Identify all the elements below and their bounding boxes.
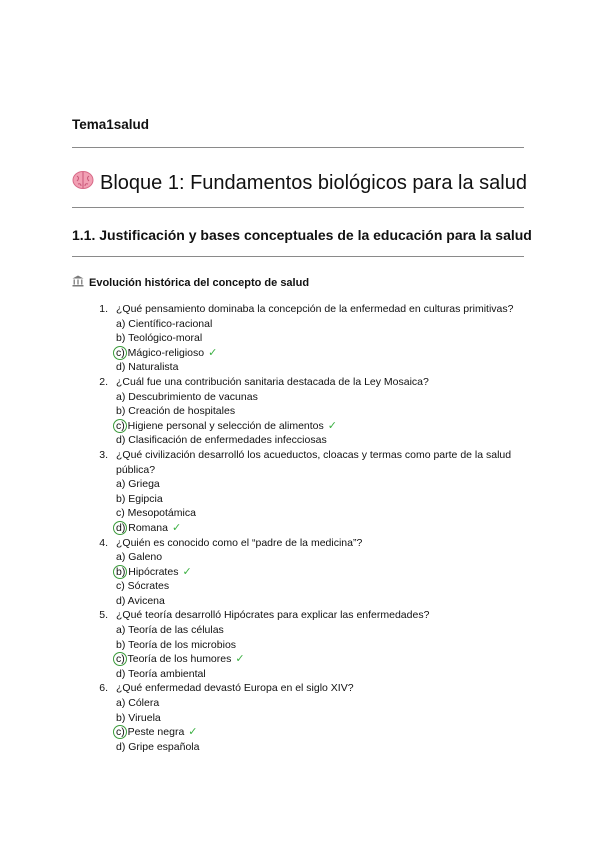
answer-option [116, 433, 516, 448]
answer-option [116, 623, 516, 638]
option-text: a) Griega [116, 478, 160, 491]
option-text: d) Romana [116, 521, 168, 534]
checkmark-icon: ✓ [327, 419, 337, 432]
question-body [116, 536, 516, 609]
option-text: a) Teoría de las células [116, 624, 224, 637]
correct-answer-option [116, 521, 516, 536]
option-text: d) Teoría ambiental [116, 667, 206, 680]
answer-circle-mark [113, 565, 127, 579]
option-text: d) Clasificación de enfermedades infecciosas [116, 434, 327, 447]
answer-option [116, 711, 516, 726]
question-number: 6. [99, 682, 108, 695]
answer-option [116, 579, 516, 594]
answer-circle-mark [113, 521, 127, 535]
option-text: c) Mesopotámica [116, 507, 196, 520]
checkmark-icon: ✓ [182, 565, 192, 578]
answer-circle-mark [113, 419, 127, 433]
answer-option [116, 594, 516, 609]
option-text: c) Teoría de los humores [116, 653, 232, 666]
question-text: ¿Qué teoría desarrolló Hipócrates para explicar las enfermedades? [116, 609, 430, 622]
answer-option [116, 550, 516, 565]
option-text: b) Viruela [116, 711, 161, 724]
correct-answer-option [116, 652, 516, 667]
question-body [116, 375, 516, 448]
answer-option [116, 696, 516, 711]
question-number: 5. [99, 609, 108, 622]
checkmark-icon: ✓ [171, 521, 182, 534]
answer-option [116, 390, 516, 405]
correct-answer-option [116, 346, 516, 361]
question-item [88, 681, 528, 754]
answer-option [116, 667, 516, 682]
option-text: b) Teoría de los microbios [116, 638, 237, 651]
question-body [116, 302, 516, 375]
question-body [116, 448, 516, 536]
question-text: ¿Qué pensamiento dominaba la concepción de la enfermedad en culturas primitivas? [116, 303, 514, 315]
question-text: ¿Quién es conocido como el “padre de la medicina”? [116, 536, 363, 549]
answer-option [116, 404, 516, 419]
question-item [88, 536, 528, 609]
subsection-heading-text: Evolución histórica del concepto de salud [89, 276, 310, 289]
option-text: d) Avicena [116, 594, 165, 607]
question-body [116, 681, 516, 754]
answer-option [116, 331, 516, 346]
answer-circle-mark [113, 346, 127, 360]
question-item [88, 302, 528, 375]
answer-option [116, 638, 516, 653]
question-number: 1. [99, 303, 108, 315]
question-item [88, 375, 528, 448]
question-text: ¿Cuál fue una contribución sanitaria destacada de la Ley Mosaica? [116, 375, 429, 388]
question-item [88, 448, 528, 536]
block-heading-text: Bloque 1: Fundamentos biológicos para la salud [100, 171, 527, 194]
section-heading: 1.1. Justificación y bases conceptuales de la educación para la salud [72, 227, 532, 243]
question-text: ¿Qué enfermedad devastó Europa en el siglo XIV? [116, 682, 354, 695]
option-text: c) Mágico-religioso [116, 346, 205, 359]
brain-icon [72, 170, 94, 196]
answer-option [116, 740, 516, 755]
question-text: ¿Qué civilización desarrolló los acueductos, cloacas y termas como parte de la salud pública? [116, 448, 512, 476]
checkmark-icon: ✓ [208, 346, 218, 359]
question-number: 3. [99, 448, 108, 461]
option-text: a) Descubrimiento de vacunas [116, 390, 258, 403]
classical-building-icon [72, 275, 84, 290]
option-text: a) Científico-racional [116, 317, 213, 330]
option-text: b) Hipócrates [116, 565, 179, 578]
answer-option [116, 317, 516, 332]
checkmark-icon: ✓ [235, 653, 245, 666]
question-body [116, 608, 516, 681]
answer-option [116, 477, 516, 492]
checkmark-icon: ✓ [188, 726, 198, 739]
option-text: b) Egipcia [116, 492, 163, 505]
correct-answer-option [116, 565, 516, 580]
option-text: d) Naturalista [116, 361, 179, 374]
block-heading [72, 170, 527, 196]
answer-option [116, 360, 516, 375]
question-list [88, 302, 528, 754]
question-number: 2. [99, 375, 108, 388]
option-text: b) Teológico-moral [116, 332, 203, 345]
subsection-heading [72, 275, 309, 290]
option-text: a) Cólera [116, 697, 160, 710]
option-text: a) Galeno [116, 551, 163, 564]
question-number: 4. [99, 536, 108, 549]
answer-option [116, 506, 516, 521]
option-text: c) Sócrates [116, 580, 170, 593]
option-text: b) Creación de hospitales [116, 405, 236, 418]
correct-answer-option [116, 419, 516, 434]
document-title: Tema1salud [72, 117, 150, 132]
option-text: d) Gripe española [116, 740, 200, 753]
question-item [88, 608, 528, 681]
divider [72, 256, 524, 257]
option-text: c) Peste negra [116, 726, 185, 739]
divider [72, 207, 524, 208]
correct-answer-option [116, 725, 516, 740]
option-text: c) Higiene personal y selección de alimentos [116, 419, 324, 432]
divider [72, 147, 524, 148]
answer-option [116, 492, 516, 507]
